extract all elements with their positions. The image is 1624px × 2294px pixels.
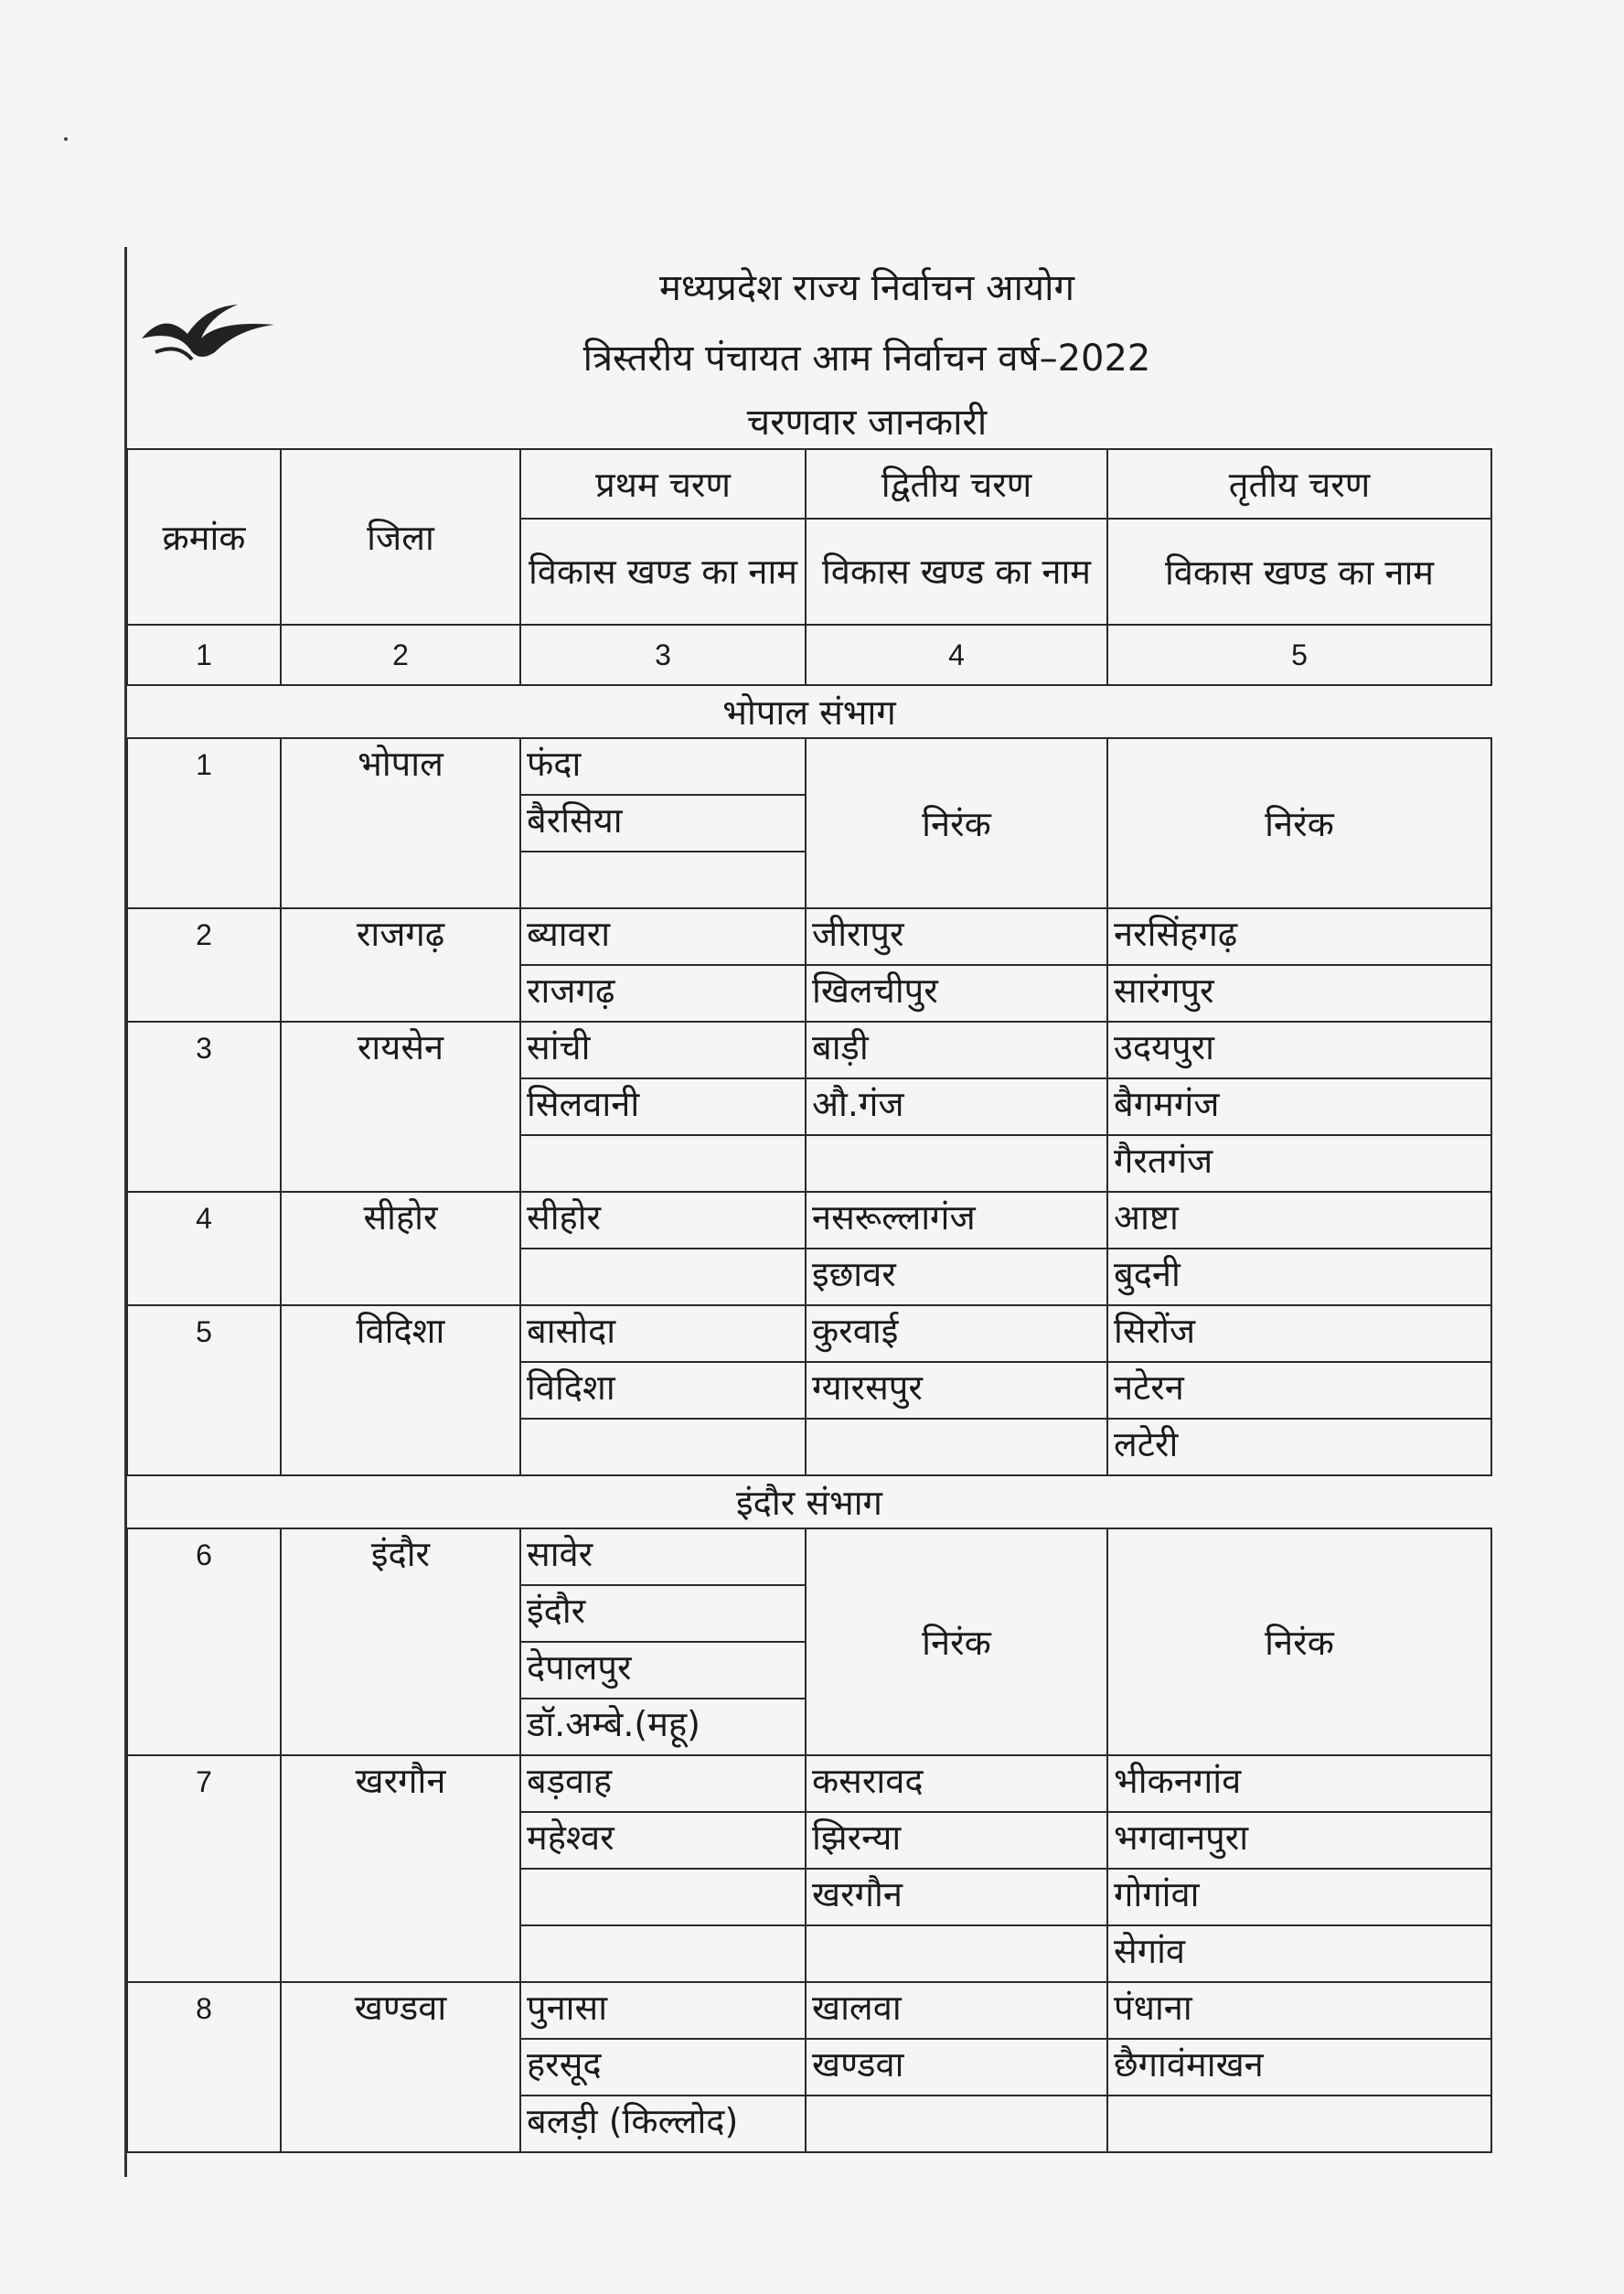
phase1-block: सीहोर [520,1192,806,1249]
phase2-block [806,2096,1107,2152]
serial-number: 2 [127,908,281,1022]
phase1-block [520,1869,806,1925]
district-name: इंदौर [281,1528,520,1755]
division-name: भोपाल संभाग [127,685,1491,738]
phase3-block: छैगावंमाखन [1107,2039,1491,2096]
phase2-block: बाड़ी [806,1022,1107,1078]
phase1-block: विदिशा [520,1362,806,1419]
table-row [127,908,1491,965]
phase3-block: सारंगपुर [1107,965,1491,1022]
col-phase2-header: द्वितीय चरण [806,449,1107,519]
phase3-block [1107,2096,1491,2152]
phase3-block: सेगांव [1107,1925,1491,1982]
district-name: राजगढ़ [281,908,520,1022]
sub-block-name-1: विकास खण्ड का नाम [520,519,806,625]
serial-number: 5 [127,1305,281,1475]
phase2-block [806,1135,1107,1192]
phase3-block: भीकनगांव [1107,1755,1491,1812]
phase3-block: नरसिंहगढ़ [1107,908,1491,965]
phase2-block [806,1925,1107,1982]
phase3-nil: निरंक [1107,1528,1491,1755]
phase1-block [520,1419,806,1475]
column-number: 5 [1107,625,1491,685]
phase3-block: बैगमगंज [1107,1078,1491,1135]
serial-number: 1 [127,738,281,908]
phase3-block: पंधाना [1107,1982,1491,2039]
phase2-block: नसरूल्लागंज [806,1192,1107,1249]
phase2-nil: निरंक [806,1528,1107,1755]
phase3-block: भगवानपुरा [1107,1812,1491,1869]
phase1-block [520,1135,806,1192]
table-row [127,1022,1491,1078]
column-number: 1 [127,625,281,685]
phase1-block: बलड़ी (किल्लोद) [520,2096,806,2152]
phase3-block: सिरोंज [1107,1305,1491,1362]
col-serial-header: क्रमांक [127,449,281,625]
serial-number: 6 [127,1528,281,1755]
phase2-block: खण्डवा [806,2039,1107,2096]
phase1-block [520,1925,806,1982]
phase1-block: पुनासा [520,1982,806,2039]
commission-title: मध्यप्रदेश राज्य निर्वाचन आयोग [658,267,1075,309]
col-district-header: जिला [281,449,520,625]
district-name: खरगौन [281,1755,520,1982]
phase3-block: लटेरी [1107,1419,1491,1475]
division-row [127,685,1491,738]
phase3-block: गैरतगंज [1107,1135,1491,1192]
election-title: त्रिस्तरीय पंचायत आम निर्वाचन वर्ष–2022 [582,338,1151,380]
column-number: 2 [281,625,520,685]
district-name: सीहोर [281,1192,520,1305]
phase3-block: आष्टा [1107,1192,1491,1249]
phase1-block [520,852,806,908]
division-name: इंदौर संभाग [127,1475,1491,1528]
table-row [127,1305,1491,1362]
serial-number: 4 [127,1192,281,1305]
phase1-block: बड़वाह [520,1755,806,1812]
phase3-block: नटेरन [1107,1362,1491,1419]
phase3-nil: निरंक [1107,738,1491,908]
phase1-block: इंदौर [520,1585,806,1642]
district-name: खण्डवा [281,1982,520,2152]
district-name: विदिशा [281,1305,520,1475]
phase-table [126,448,1492,2153]
phase1-block: बैरसिया [520,795,806,852]
phase3-block: गोगांवा [1107,1869,1491,1925]
phase2-block: खिलचीपुर [806,965,1107,1022]
district-name: भोपाल [281,738,520,908]
table-row [127,738,1491,795]
district-name: रायसेन [281,1022,520,1192]
phase2-block: औ.गंज [806,1078,1107,1135]
serial-number: 8 [127,1982,281,2152]
phase2-block: ग्यारसपुर [806,1362,1107,1419]
phase1-block: बासोदा [520,1305,806,1362]
sub-block-name-2: विकास खण्ड का नाम [806,519,1107,625]
phase2-nil: निरंक [806,738,1107,908]
phase1-block: डॉ.अम्बे.(महू) [520,1699,806,1755]
phase1-block: महेश्वर [520,1812,806,1869]
table-row [127,1192,1491,1249]
phase1-block: सिलवानी [520,1078,806,1135]
scan-mark [64,137,68,141]
phase2-block: खालवा [806,1982,1107,2039]
col-phase1-header: प्रथम चरण [520,449,806,519]
sub-block-name-3: विकास खण्ड का नाम [1107,519,1491,625]
phase1-block: हरसूद [520,2039,806,2096]
serial-number: 7 [127,1755,281,1982]
phase3-block: बुदनी [1107,1249,1491,1305]
phase1-block: सांची [520,1022,806,1078]
phase2-block [806,1419,1107,1475]
document-subtitle: चरणवार जानकारी [746,402,988,444]
column-number: 4 [806,625,1107,685]
phase1-block: फंदा [520,738,806,795]
division-row [127,1475,1491,1528]
phase3-block: उदयपुरा [1107,1022,1491,1078]
phase2-block: कसरावद [806,1755,1107,1812]
phase2-block: खरगौन [806,1869,1107,1925]
header-row [127,449,1491,519]
table-row [127,1982,1491,2039]
phase1-block [520,1249,806,1305]
phase1-block: सावेर [520,1528,806,1585]
phase1-block: राजगढ़ [520,965,806,1022]
phase2-block: इछावर [806,1249,1107,1305]
phase1-block: ब्यावरा [520,908,806,965]
column-number-row [127,625,1491,685]
col-phase3-header: तृतीय चरण [1107,449,1491,519]
phase2-block: जीरापुर [806,908,1107,965]
phase2-block: कुरवाई [806,1305,1107,1362]
table-row [127,1755,1491,1812]
table-row [127,1528,1491,1585]
column-number: 3 [520,625,806,685]
phase1-block: देपालपुर [520,1642,806,1699]
phase2-block: झिरन्या [806,1812,1107,1869]
serial-number: 3 [127,1022,281,1192]
